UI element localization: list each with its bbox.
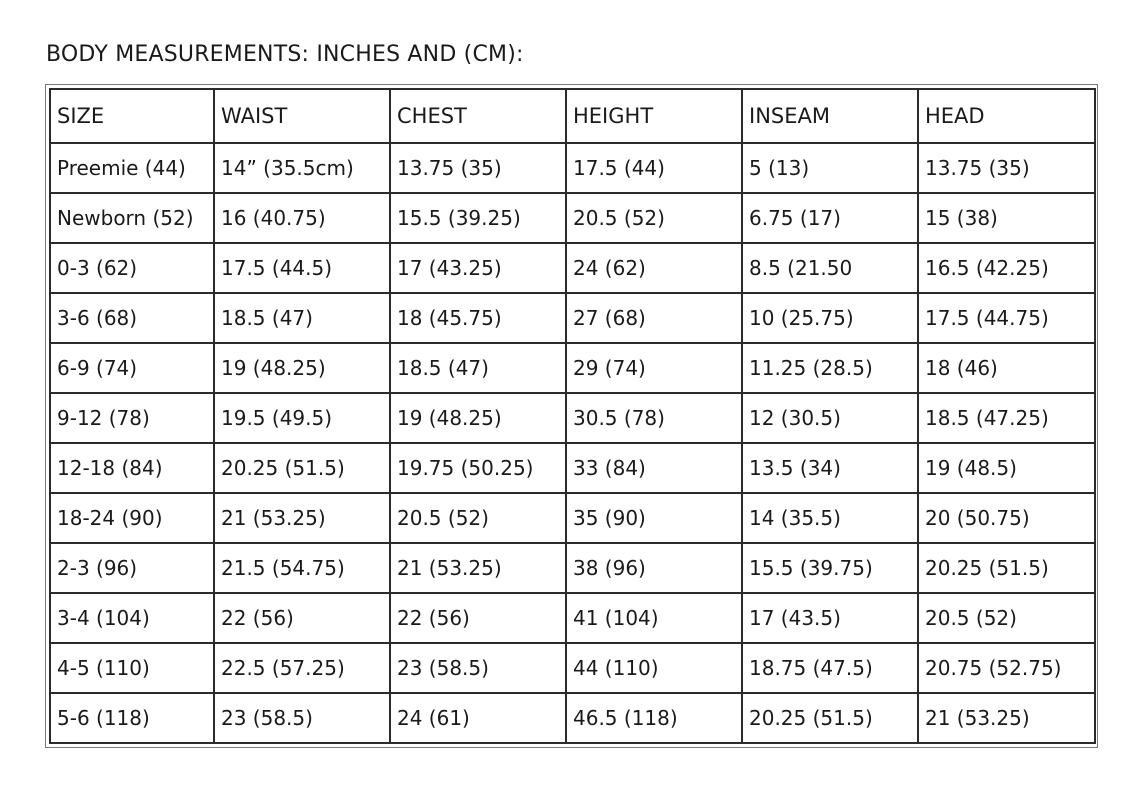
cell-inseam: 18.75 (47.5)	[742, 643, 918, 693]
cell-size: 9-12 (78)	[50, 393, 214, 443]
column-header-size: SIZE	[50, 89, 214, 143]
table-body	[50, 143, 1095, 743]
cell-chest: 22 (56)	[390, 593, 566, 643]
table-row	[50, 343, 1095, 393]
cell-head: 18 (46)	[918, 343, 1095, 393]
cell-height: 41 (104)	[566, 593, 742, 643]
column-header-inseam: INSEAM	[742, 89, 918, 143]
cell-chest: 19.75 (50.25)	[390, 443, 566, 493]
cell-head: 15 (38)	[918, 193, 1095, 243]
cell-height: 38 (96)	[566, 543, 742, 593]
cell-chest: 15.5 (39.25)	[390, 193, 566, 243]
cell-inseam: 8.5 (21.50	[742, 243, 918, 293]
column-header-chest: CHEST	[390, 89, 566, 143]
cell-inseam: 20.25 (51.5)	[742, 693, 918, 743]
cell-head: 20 (50.75)	[918, 493, 1095, 543]
cell-size: Newborn (52)	[50, 193, 214, 243]
cell-inseam: 17 (43.5)	[742, 593, 918, 643]
cell-inseam: 5 (13)	[742, 143, 918, 193]
cell-waist: 20.25 (51.5)	[214, 443, 390, 493]
cell-head: 19 (48.5)	[918, 443, 1095, 493]
table-row	[50, 443, 1095, 493]
cell-waist: 22 (56)	[214, 593, 390, 643]
cell-inseam: 15.5 (39.75)	[742, 543, 918, 593]
cell-head: 17.5 (44.75)	[918, 293, 1095, 343]
table-row	[50, 143, 1095, 193]
cell-waist: 17.5 (44.5)	[214, 243, 390, 293]
cell-waist: 21.5 (54.75)	[214, 543, 390, 593]
cell-inseam: 14 (35.5)	[742, 493, 918, 543]
column-header-head: HEAD	[918, 89, 1095, 143]
cell-waist: 18.5 (47)	[214, 293, 390, 343]
measurements-table	[49, 88, 1096, 744]
table-row	[50, 243, 1095, 293]
cell-chest: 24 (61)	[390, 693, 566, 743]
cell-chest: 21 (53.25)	[390, 543, 566, 593]
cell-size: 12-18 (84)	[50, 443, 214, 493]
cell-size: 3-4 (104)	[50, 593, 214, 643]
cell-height: 46.5 (118)	[566, 693, 742, 743]
column-header-waist: WAIST	[214, 89, 390, 143]
cell-size: 18-24 (90)	[50, 493, 214, 543]
table-row	[50, 543, 1095, 593]
cell-inseam: 10 (25.75)	[742, 293, 918, 343]
cell-height: 30.5 (78)	[566, 393, 742, 443]
cell-size: Preemie (44)	[50, 143, 214, 193]
cell-height: 44 (110)	[566, 643, 742, 693]
cell-head: 13.75 (35)	[918, 143, 1095, 193]
page-title: BODY MEASUREMENTS: INCHES AND (CM):	[46, 42, 524, 67]
cell-waist: 21 (53.25)	[214, 493, 390, 543]
cell-waist: 19 (48.25)	[214, 343, 390, 393]
cell-size: 4-5 (110)	[50, 643, 214, 693]
cell-height: 20.5 (52)	[566, 193, 742, 243]
table-row	[50, 393, 1095, 443]
cell-head: 21 (53.25)	[918, 693, 1095, 743]
cell-head: 18.5 (47.25)	[918, 393, 1095, 443]
cell-head: 20.5 (52)	[918, 593, 1095, 643]
cell-chest: 20.5 (52)	[390, 493, 566, 543]
table-row	[50, 643, 1095, 693]
cell-chest: 18.5 (47)	[390, 343, 566, 393]
cell-chest: 23 (58.5)	[390, 643, 566, 693]
cell-size: 3-6 (68)	[50, 293, 214, 343]
cell-height: 27 (68)	[566, 293, 742, 343]
cell-chest: 18 (45.75)	[390, 293, 566, 343]
cell-chest: 13.75 (35)	[390, 143, 566, 193]
cell-waist: 23 (58.5)	[214, 693, 390, 743]
table-row	[50, 693, 1095, 743]
cell-chest: 19 (48.25)	[390, 393, 566, 443]
table-row	[50, 193, 1095, 243]
cell-head: 16.5 (42.25)	[918, 243, 1095, 293]
cell-inseam: 12 (30.5)	[742, 393, 918, 443]
cell-head: 20.25 (51.5)	[918, 543, 1095, 593]
cell-size: 5-6 (118)	[50, 693, 214, 743]
cell-size: 0-3 (62)	[50, 243, 214, 293]
cell-waist: 22.5 (57.25)	[214, 643, 390, 693]
cell-size: 2-3 (96)	[50, 543, 214, 593]
cell-waist: 14” (35.5cm)	[214, 143, 390, 193]
cell-inseam: 6.75 (17)	[742, 193, 918, 243]
cell-size: 6-9 (74)	[50, 343, 214, 393]
cell-waist: 19.5 (49.5)	[214, 393, 390, 443]
table-header-row	[50, 89, 1095, 143]
cell-waist: 16 (40.75)	[214, 193, 390, 243]
cell-chest: 17 (43.25)	[390, 243, 566, 293]
table-row	[50, 593, 1095, 643]
table-row	[50, 493, 1095, 543]
cell-height: 24 (62)	[566, 243, 742, 293]
cell-height: 33 (84)	[566, 443, 742, 493]
column-header-height: HEIGHT	[566, 89, 742, 143]
cell-inseam: 11.25 (28.5)	[742, 343, 918, 393]
table-frame	[45, 84, 1098, 748]
cell-inseam: 13.5 (34)	[742, 443, 918, 493]
cell-height: 35 (90)	[566, 493, 742, 543]
cell-height: 29 (74)	[566, 343, 742, 393]
table-row	[50, 293, 1095, 343]
cell-head: 20.75 (52.75)	[918, 643, 1095, 693]
cell-height: 17.5 (44)	[566, 143, 742, 193]
